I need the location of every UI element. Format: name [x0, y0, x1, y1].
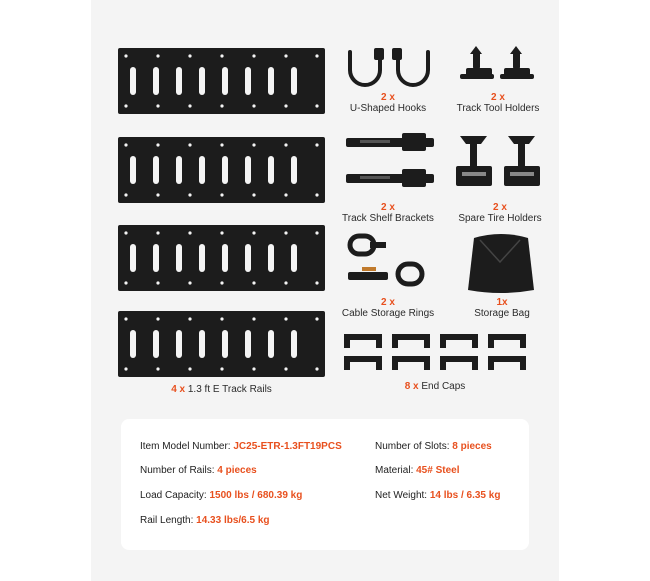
shelf-brackets-label: Track Shelf Brackets: [342, 213, 434, 224]
spec-length: [140, 515, 270, 526]
e-track-rail-4: [118, 311, 325, 377]
end-caps-caption: [342, 381, 528, 392]
spec-length-label: Rail Length:: [140, 515, 197, 526]
track-tool-holders-image: [456, 44, 540, 95]
spec-length-value: 14.33 lbs/6.5 kg: [196, 515, 270, 526]
tool-holders-label: Track Tool Holders: [456, 103, 540, 114]
e-track-rail-1: [118, 48, 325, 114]
u-hooks-caption: [332, 92, 444, 114]
shelf-brackets-caption: [332, 202, 444, 224]
storage-bag-label: Storage Bag: [474, 308, 530, 319]
spec-material: [375, 465, 460, 476]
spec-load-label: Load Capacity:: [140, 490, 210, 501]
end-caps-qty: 8 x: [404, 381, 419, 392]
spec-rails-label: Number of Rails:: [140, 465, 218, 476]
tool-holders-caption: [444, 92, 552, 114]
spec-load-value: 1500 lbs / 680.39 kg: [209, 490, 303, 501]
cable-rings-label: Cable Storage Rings: [341, 308, 435, 319]
cable-rings-qty: 2 x: [381, 297, 395, 308]
shelf-brackets-qty: 2 x: [381, 202, 395, 213]
spec-model-label: Item Model Number:: [140, 441, 234, 452]
spec-material-value: 45# Steel: [416, 465, 460, 476]
storage-bag-image: [460, 232, 542, 301]
u-hooks-label: U-Shaped Hooks: [349, 103, 427, 114]
spec-model: [140, 441, 342, 452]
spec-slots-label: Number of Slots:: [375, 441, 453, 452]
rails-qty: 4 x: [171, 384, 186, 395]
spare-tire-caption: [444, 202, 556, 224]
track-shelf-brackets-image: [340, 130, 440, 203]
spec-slots: [375, 441, 492, 452]
spec-slots-value: 8 pieces: [452, 441, 492, 452]
spec-weight-label: Net Weight:: [375, 490, 430, 501]
u-shaped-hooks-image: [338, 44, 438, 95]
spare-tire-label: Spare Tire Holders: [458, 213, 542, 224]
end-caps-label: End Caps: [421, 381, 466, 392]
e-track-rail-3: [118, 225, 325, 291]
e-track-rail-2: [118, 137, 325, 203]
spec-weight: [375, 490, 500, 501]
spare-tire-qty: 2 x: [493, 202, 507, 213]
tool-holders-qty: 2 x: [491, 92, 505, 103]
cable-storage-rings-image: [340, 232, 436, 299]
storage-bag-caption: [452, 297, 552, 319]
spec-rails-value: 4 pieces: [217, 465, 257, 476]
spec-model-value: JC25-ETR-1.3FT19PCS: [233, 441, 342, 452]
storage-bag-qty: 1x: [496, 297, 508, 308]
specifications-card: [121, 419, 529, 550]
spec-weight-value: 14 lbs / 6.35 kg: [429, 490, 501, 501]
spare-tire-holders-image: [448, 128, 548, 197]
rails-caption: [118, 384, 325, 395]
spec-material-label: Material:: [375, 465, 417, 476]
end-caps-image: [342, 330, 528, 383]
rails-label: 1.3 ft E Track Rails: [187, 384, 272, 395]
spec-load: [140, 490, 302, 501]
u-hooks-qty: 2 x: [381, 92, 395, 103]
spec-rails: [140, 465, 257, 476]
cable-rings-caption: [332, 297, 444, 319]
